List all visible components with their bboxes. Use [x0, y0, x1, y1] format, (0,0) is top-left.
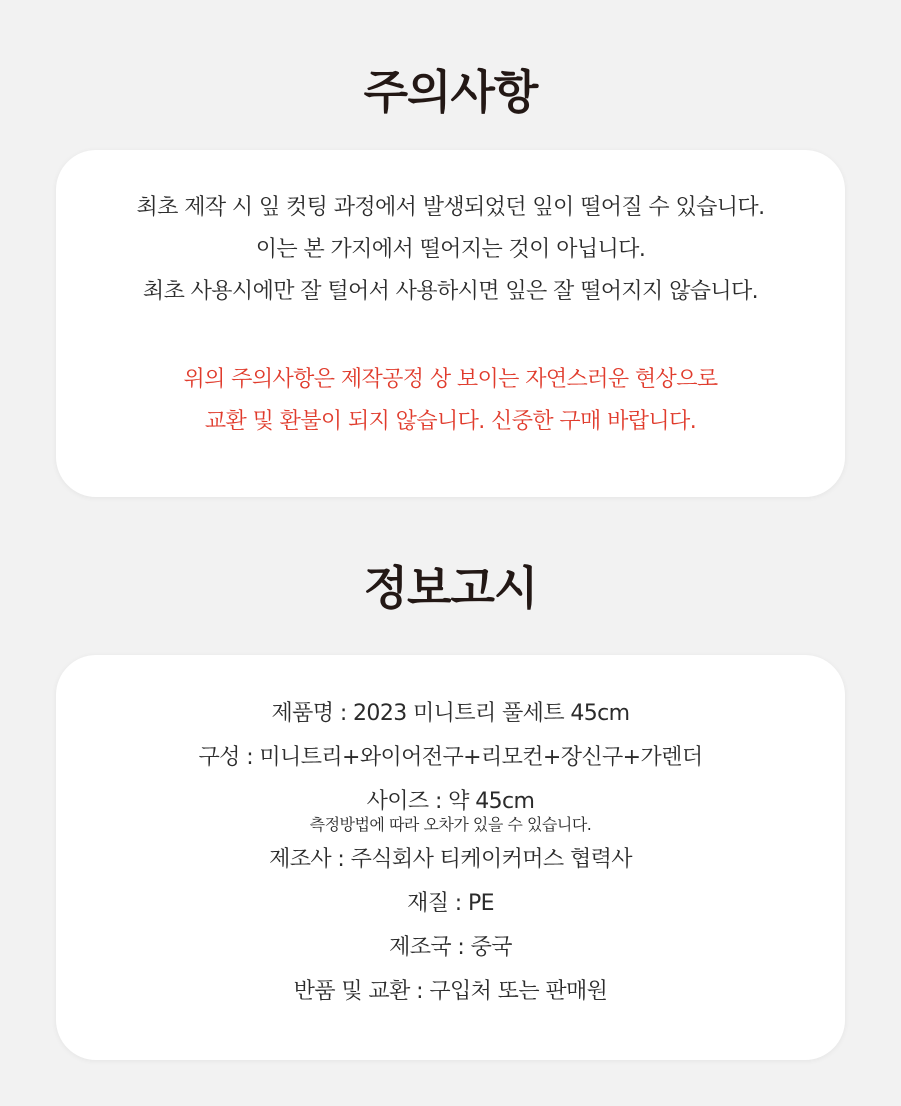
info-list	[56, 692, 845, 1014]
caution-line-3: 최초 사용시에만 잘 털어서 사용하시면 잎은 잘 떨어지지 않습니다.	[142, 279, 759, 304]
caution-spacer	[56, 313, 845, 359]
caution-warning-line-2: 교환 및 환불이 되지 않습니다. 신중한 구매 바랍니다.	[204, 409, 697, 434]
info-material: 재질 : PE	[407, 891, 494, 916]
info-returns: 반품 및 교환 : 구입처 또는 판매원	[293, 979, 608, 1004]
caution-line-1: 최초 제작 시 잎 컷팅 과정에서 발생되었던 잎이 떨어질 수 있습니다.	[136, 195, 765, 220]
caution-warning-line-1: 위의 주의사항은 제작공정 상 보이는 자연스러운 현상으로	[183, 367, 718, 392]
info-card	[56, 655, 845, 1060]
info-manufacturer: 제조사 : 주식회사 티케이커머스 협력사	[269, 847, 632, 872]
info-title: 정보고시	[363, 561, 538, 615]
caution-line-2: 이는 본 가지에서 떨어지는 것이 아닙니다.	[255, 237, 646, 262]
info-size-note: 측정방법에 따라 오차가 있을 수 있습니다.	[309, 815, 592, 834]
caution-card	[56, 150, 845, 497]
caution-title: 주의사항	[363, 65, 538, 119]
caution-text	[56, 187, 845, 443]
info-origin: 제조국 : 중국	[389, 935, 512, 960]
info-product-name: 제품명 : 2023 미니트리 풀세트 45cm	[271, 701, 630, 726]
info-size: 사이즈 : 약 45cm	[366, 789, 535, 814]
info-composition: 구성 : 미니트리+와이어전구+리모컨+장신구+가렌더	[198, 745, 703, 770]
